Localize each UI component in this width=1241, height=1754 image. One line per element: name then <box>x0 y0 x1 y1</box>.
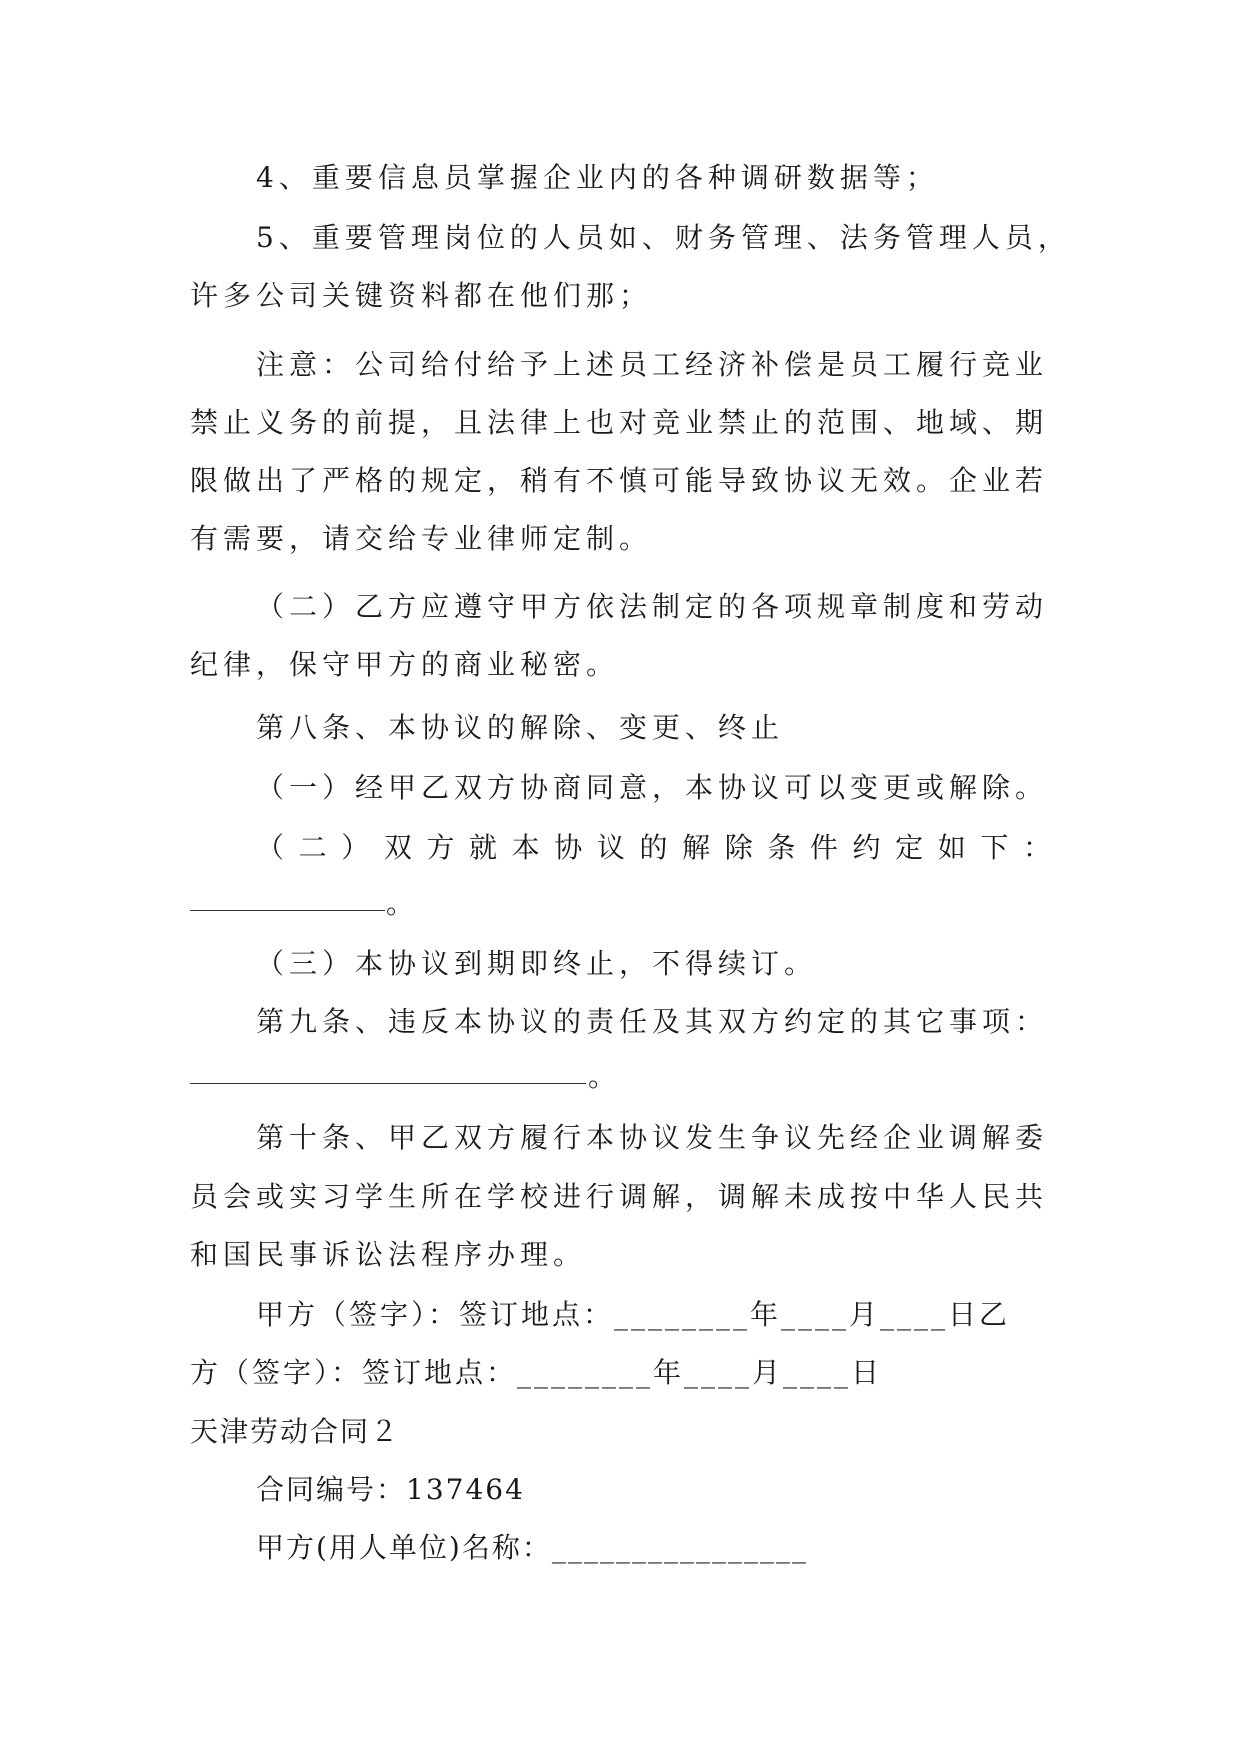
article-9-title: 第九条、违反本协议的责任及其双方约定的其它事项： <box>256 1005 1049 1038</box>
fill-in-blank <box>190 1083 586 1084</box>
signature-line-2: 方（签字）：签订地点：________年____月____日 <box>190 1356 883 1389</box>
signature-line-1: 甲方（签字）：签订地点：________年____月____日乙 <box>256 1298 1011 1331</box>
clause-b-line-1: （二）乙方应遵守甲方依法制定的各项规章制度和劳动 <box>256 590 1049 623</box>
article-8-item-1: （一）经甲乙双方协商同意，本协议可以变更或解除。 <box>256 771 1049 804</box>
item-5-line-1: 5、重要管理岗位的人员如、财务管理、法务管理人员， <box>256 221 1071 254</box>
article-8-item-2-end: 。 <box>386 887 415 920</box>
party-a-name-field: 甲方(用人单位)名称：________________ <box>256 1531 808 1564</box>
item-5-line-2: 许多公司关键资料都在他们那； <box>190 279 653 312</box>
article-10-line-2: 员会或实习学生所在学校进行调解，调解未成按中华人民共 <box>190 1180 1049 1213</box>
note-line-1: 注意：公司给付给予上述员工经济补偿是员工履行竞业 <box>256 348 1049 381</box>
clause-b-line-2: 纪律，保守甲方的商业秘密。 <box>190 648 620 681</box>
note-line-4: 有需要，请交给专业律师定制。 <box>190 522 653 555</box>
article-10-line-1: 第十条、甲乙双方履行本协议发生争议先经企业调解委 <box>256 1121 1049 1154</box>
article-8-item-2: （二）双方就本协议的解除条件约定如下： <box>256 831 1056 864</box>
article-8-item-3: （三）本协议到期即终止，不得续订。 <box>256 947 818 980</box>
article-9-end: 。 <box>588 1060 617 1093</box>
contract-number: 合同编号：137464 <box>256 1473 525 1506</box>
contract-2-title: 天津劳动合同２ <box>190 1415 401 1448</box>
note-line-3: 限做出了严格的规定，稍有不慎可能导致协议无效。企业若 <box>190 464 1049 497</box>
article-8-title: 第八条、本协议的解除、变更、终止 <box>256 711 785 744</box>
fill-in-blank <box>190 910 385 911</box>
article-10-line-3: 和国民事诉讼法程序办理。 <box>190 1238 587 1271</box>
item-4: 4、重要信息员掌握企业内的各种调研数据等； <box>256 161 939 194</box>
note-line-2: 禁止义务的前提，且法律上也对竞业禁止的范围、地域、期 <box>190 406 1049 439</box>
